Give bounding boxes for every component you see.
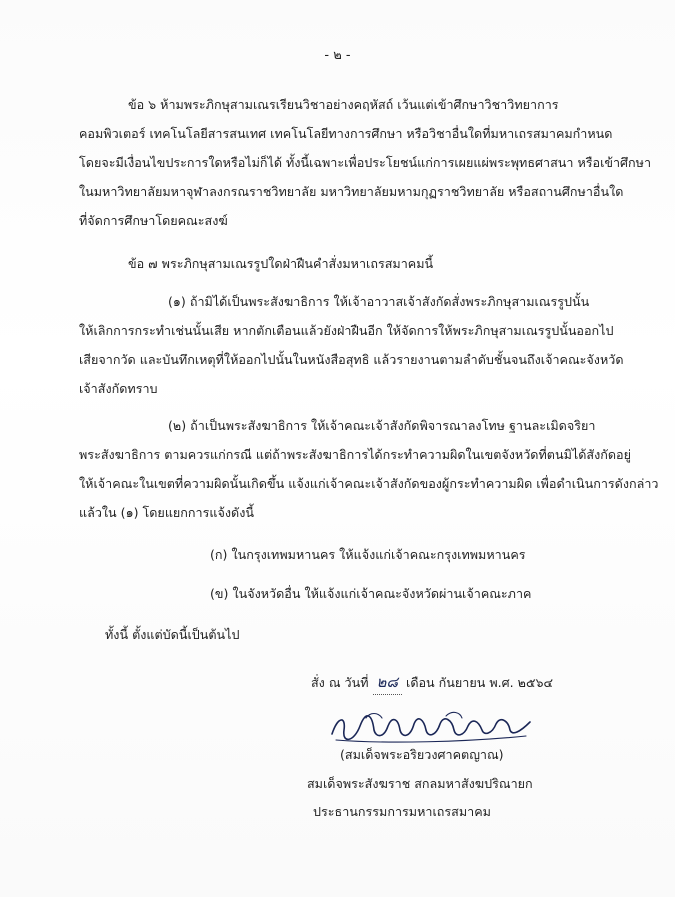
- clause7-sub-b: (ข) ในจังหวัดอื่น ให้แจ้งแก่เจ้าคณะจังหวัดผ่านเจ้าคณะภาค: [210, 586, 532, 601]
- handwritten-signature: [326, 708, 536, 748]
- clause7-item2-line-2: พระสังฆาธิการ ตามควรแก่กรณี แต่ถ้าพระสังฆาธิการได้กระทำความผิดในเขตจังหวัดที่ตนมิได้สังกัดอยู่: [79, 447, 631, 462]
- clause6-line-2: คอมพิวเตอร์ เทคโนโลยีสารสนเทศ เทคโนโลยีทางการศึกษา หรือวิชาอื่นใดที่มหาเถรสมาคมกำหนด: [79, 126, 613, 141]
- page-number: - ๒ -: [324, 48, 351, 63]
- clause7-item1-line-2: ให้เลิกการกระทำเช่นนั้นเสีย หากตักเตือนแล้วยังฝ่าฝืนอีก ให้จัดการให้พระภิกษุสามเณรรูปนั้นออกไป: [79, 323, 614, 338]
- clause7-item2-line-4: แล้วใน (๑) โดยแยกการแจ้งดังนี้: [79, 505, 254, 520]
- signatory-title-2: ประธานกรรมการมหาเถรสมาคม: [313, 804, 491, 819]
- clause7-item2-line-1: (๒) ถ้าเป็นพระสังฆาธิการ ให้เจ้าคณะเจ้าสังกัดพิจารณาลงโทษ ฐานละเมิดจริยา: [168, 418, 596, 433]
- signatory-name: (สมเด็จพระอริยวงศาคตญาณ): [340, 747, 504, 762]
- order-date: [311, 670, 553, 695]
- clause6-line-3: โดยจะมีเงื่อนไขประการใดหรือไม่ก็ได้ ทั้งนี้เฉพาะเพื่อประโยชน์แก่การเผยแผ่พระพุทธศาสนา หรือเข้าศึกษา: [79, 155, 652, 170]
- date-day-handwritten: ๒๘: [373, 670, 402, 695]
- clause7-item1-line-3: เสียจากวัด และบันทึกเหตุที่ให้ออกไปนั้นในหนังสือสุทธิ แล้วรายงานตามลำดับชั้นจนถึงเจ้าคณะจังหวัด: [79, 352, 624, 367]
- effective-statement: ทั้งนี้ ตั้งแต่บัดนี้เป็นต้นไป: [105, 627, 240, 642]
- clause7-item2-line-3: ให้เจ้าคณะในเขตที่ความผิดนั้นเกิดขึ้น แจ้งแก่เจ้าคณะเจ้าสังกัดของผู้กระทำความผิด เพื่อดำเนินการดังกล่าว: [79, 476, 659, 491]
- date-prefix: สั่ง ณ วันที่: [311, 675, 369, 690]
- clause7-item1-line-4: เจ้าสังกัดทราบ: [79, 381, 158, 396]
- clause6-line-1: ข้อ ๖ ห้ามพระภิกษุสามเณรเรียนวิชาอย่างคฤหัสถ์ เว้นแต่เข้าศึกษาวิชาวิทยาการ: [128, 97, 559, 112]
- clause6-line-5: ที่จัดการศึกษาโดยคณะสงฆ์: [79, 213, 228, 228]
- date-month-year: เดือน กันยายน พ.ศ. ๒๕๖๔: [406, 675, 554, 690]
- clause7-sub-a: (ก) ในกรุงเทพมหานคร ให้แจ้งแก่เจ้าคณะกรุงเทพมหานคร: [210, 547, 526, 562]
- signatory-title-1: สมเด็จพระสังฆราช สกลมหาสังฆปริณายก: [307, 776, 533, 791]
- clause7-item1-line-1: (๑) ถ้ามิได้เป็นพระสังฆาธิการ ให้เจ้าอาวาสเจ้าสังกัดสั่งพระภิกษุสามเณรรูปนั้น: [168, 294, 590, 309]
- clause6-line-4: ในมหาวิทยาลัยมหาจุฬาลงกรณราชวิทยาลัย มหาวิทยาลัยมหามกุฏราชวิทยาลัย หรือสถานศึกษาอื่นใด: [79, 184, 624, 199]
- clause7-heading: ข้อ ๗ พระภิกษุสามเณรรูปใดฝ่าฝืนคำสั่งมหาเถรสมาคมนี้: [128, 256, 434, 271]
